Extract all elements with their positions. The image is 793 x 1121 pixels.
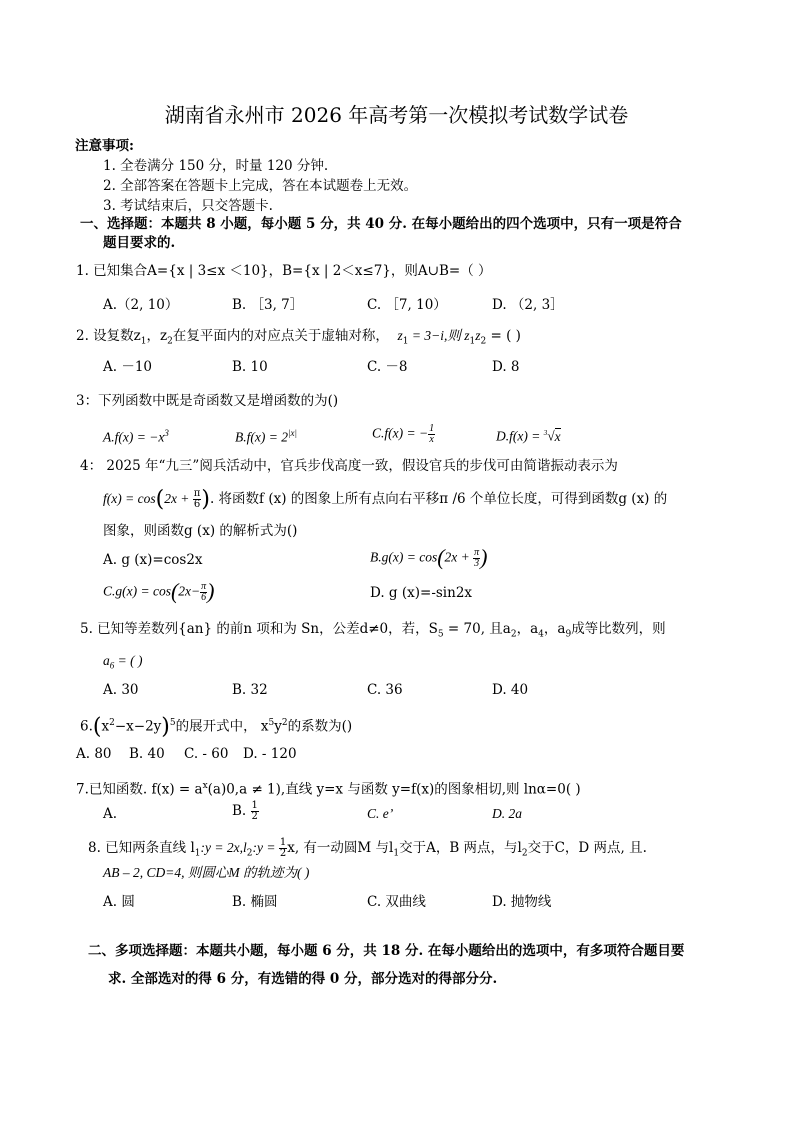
q7-option-a: A. (103, 806, 118, 822)
q1-option-c: C. ［7, 10） (367, 297, 447, 313)
question-4-stem-line2: f(x) = cos(2x + $\frac{\pi}{6}$ ). 将函数f (x) 的图象上所有点向右平移π /6 个单位长度，可得到函数g (x) 的 (103, 487, 668, 512)
q3-option-a: $A.f(x) = -x^3$ (103, 428, 169, 445)
q2-option-d: D. 8 (492, 359, 520, 375)
question-1-stem: 1. 已知集合A={x | 3≤x ＜10}，B={x | 2＜x≤7}，则A∪B=（ ） (76, 263, 492, 279)
question-2-stem: 2. 设复数$z_1$，$z_2$在复平面内的对应点关于虚轴对称， $z_1 = 3-i$,则 $z_1z_2$ = ( ) (76, 328, 521, 347)
q8-option-a: A. 圆 (103, 894, 135, 910)
section-1-heading: 一、选择题：本题共 8 小题，每小题 5 分，共 40 分. 在每小题给出的四个选项中，只有一项是符合 (80, 216, 682, 232)
q4-option-a: A. g (x)=cos2x (103, 552, 203, 568)
q6-option-c: C. - 60 (184, 746, 229, 762)
q2-option-a: A. －10 (103, 359, 153, 375)
q8-option-d: D. 抛物线 (492, 894, 552, 910)
q6-option-d: D. - 120 (243, 746, 297, 762)
q4-option-d: D. g (x)=-sin2x (370, 585, 473, 601)
q1-option-d: D. （2, 3］ (492, 297, 564, 313)
q2-option-c: C. －8 (367, 359, 408, 375)
question-4-stem: 4： 2025 年“九三”阅兵活动中，官兵步伐高度一致，假设官兵的步伐可由简谐振动表示为 (80, 458, 618, 474)
q5-option-b: B. 32 (232, 682, 268, 698)
q5-option-c: C. 36 (367, 682, 403, 698)
notice-item: 1. 全卷满分 150 分，时量 120 分钟. (103, 158, 329, 174)
question-7-stem: 7.已知函数. $f(x) = a^x(a)0,a \ne 1$),直线 y=x 与函数 y=f(x)的图象相切,则 lnα=0( ) (76, 781, 581, 798)
notice-item: 3. 考试结束后，只交答题卡. (103, 198, 273, 214)
question-8-stem-line2: AB – 2, CD=4, 则圆心M 的轨迹为( ) (103, 865, 310, 880)
section-2-heading-cont: 求. 全部选对的得 6 分，有选错的得 0 分，部分选对的得部分分. (108, 971, 498, 987)
page-title: 湖南省永州市 2026 年高考第一次模拟考试数学试卷 (164, 103, 629, 127)
question-6-stem: $6.(x^2-x-2y)^5$的展开式中， $x^5y^2$的系数为() (80, 714, 353, 740)
notice-heading: 注意事项: (75, 138, 134, 154)
q1-option-a: A.（2, 10） (103, 297, 179, 313)
q7-option-d: D. 2a (492, 806, 522, 821)
section-2-heading: 二、多项选择题：本题共小题，每小题 6 分，共 18 分. 在每小题给出的选项中，有多项符合题目要 (88, 943, 685, 959)
q2-option-b: B. 10 (232, 359, 268, 375)
q3-option-c: C.f(x) = − $\frac{1}{x}$ (372, 423, 435, 445)
q1-option-b: B. ［3, 7］ (232, 297, 304, 313)
q7-option-b: B. $\frac{1}{2}$ (232, 800, 258, 822)
q5-option-a: A. 30 (103, 682, 139, 698)
q4-option-c: C.g(x) = cos(2x− $\frac{\pi}{6}$ ) (103, 578, 215, 604)
question-4-stem-line3: 图象，则函数g (x) 的解析式为() (103, 523, 298, 539)
q3-option-b: $B.f(x) = 2^{|x|}$ (235, 428, 297, 445)
question-5-stem-line2: $a_6$ = ( ) (103, 653, 143, 671)
section-1-heading-cont: 题目要求的. (103, 235, 176, 251)
q6-option-a: A. 80 (76, 746, 112, 762)
question-5-stem: 5. 已知等差数列{an} 的前n 项和为 Sn，公差d≠0，若，$S_5 = 70$, 且$a_2$，$a_4$，$a_9$成等比数列，则 (80, 621, 666, 640)
q7-option-c: C. e’ (367, 806, 394, 821)
notice-item: 2. 全部答案在答题卡上完成，答在本试题卷上无效。 (103, 178, 418, 194)
question-3-stem: 3：下列函数中既是奇函数又是增函数的为() (76, 393, 339, 409)
q8-option-c: C. 双曲线 (367, 894, 426, 910)
q3-option-d: D.f(x) = $^3$√x (496, 428, 561, 444)
q5-option-d: D. 40 (492, 682, 529, 698)
question-8-stem: 8. 已知两条直线 $l_1:y$ = $2x,l_2:y$ = $\frac{1}{2}$ x, 有一动圆M 与$l_1$交于A，B 两点，与$l_2$交于C，D 两点, 且. (88, 837, 647, 859)
q8-option-b: B. 椭圆 (232, 894, 278, 910)
q6-option-b: B. 40 (129, 746, 165, 762)
q4-option-b: B.g(x) = cos(2x + $\frac{\pi}{3}$ ) (370, 544, 488, 570)
